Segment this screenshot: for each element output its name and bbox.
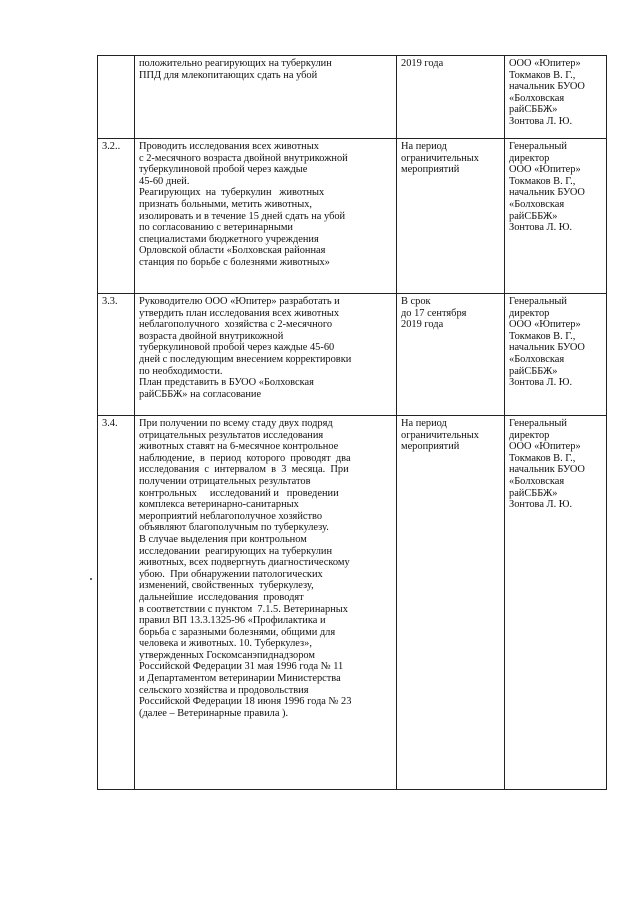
table-row bbox=[98, 56, 607, 139]
measure-text-line: утвердить план исследования всех животных bbox=[139, 307, 340, 319]
measure-text-line: животных, всех подвергнуть диагностическому bbox=[139, 557, 350, 569]
responsible-text-line: «Болховская bbox=[509, 475, 565, 487]
measure-text-cell bbox=[135, 416, 397, 790]
responsible-text-line: Токмаков В. Г., bbox=[509, 330, 576, 342]
measure-text-cell bbox=[135, 294, 397, 416]
responsible-text-line: райСББЖ» bbox=[509, 210, 558, 222]
responsible-text-line: Генеральный bbox=[509, 141, 567, 152]
responsible-text-line: райСББЖ» bbox=[509, 104, 558, 116]
deadline-text-cell bbox=[397, 294, 505, 416]
deadline-text-line: ограничительных bbox=[401, 152, 479, 164]
measure-text-line: План представить в БУОО «Болховская bbox=[139, 377, 314, 389]
measure-text-line: райСББЖ» на согласование bbox=[139, 388, 262, 400]
measure-text-line: человека и животных. 10. Туберкулез», bbox=[139, 638, 312, 650]
responsible-text-line: начальник БУОО bbox=[509, 81, 585, 93]
measure-text-line: контрольных исследований и проведении bbox=[139, 487, 339, 499]
measure-text-line: ППД для млекопитающих сдать на убой bbox=[139, 69, 318, 81]
measure-text-line: признать больными, метить животных, bbox=[139, 198, 313, 210]
measure-text-line: станция по борьбе с болезнями животных» bbox=[139, 256, 330, 268]
measure-text-line: исследования с интервалом в 3 месяца. При bbox=[139, 464, 349, 476]
measure-text-line: возраста двойной внутрикожной bbox=[139, 330, 284, 342]
measure-text-line: туберкулиновой пробой через каждые bbox=[139, 164, 308, 176]
measure-text-line: по согласованию с ветеринарными bbox=[139, 222, 293, 234]
measure-text-line: В случае выделения при контрольном bbox=[139, 533, 307, 545]
measure-text-line: дней с последующим внесением корректировки bbox=[139, 353, 352, 365]
measure-text-line: сельского хозяйства и продовольствия bbox=[139, 684, 309, 696]
measure-text-cell bbox=[135, 56, 397, 139]
measure-text-line: утвержденных Госкомсанэпиднадзором bbox=[139, 649, 315, 661]
responsible-text-line: директор bbox=[509, 429, 550, 441]
measure-text-line: туберкулиновой пробой через каждые 45-60 bbox=[139, 342, 335, 354]
measure-text-line: исследовании реагирующих на туберкулин bbox=[139, 545, 333, 557]
measure-text-line: Руководителю ООО «Юпитер» разработать и bbox=[139, 296, 340, 307]
measure-text-line: отрицательных результатов исследования bbox=[139, 429, 324, 441]
table-row bbox=[98, 416, 607, 790]
measure-text-line: (далее – Ветеринарные правила ). bbox=[139, 707, 289, 719]
measure-text-line: борьба с заразными болезнями, общими для bbox=[139, 626, 336, 638]
responsible-text-line: ООО «Юпитер» bbox=[509, 441, 581, 453]
measure-text-line: животных ставят на 6-месячное контрольное bbox=[139, 441, 339, 453]
responsible-text-line: ООО «Юпитер» bbox=[509, 319, 581, 331]
responsible-text-line: райСББЖ» bbox=[509, 487, 558, 499]
deadline-text-line: ограничительных bbox=[401, 429, 479, 441]
responsible-text-line: начальник БУОО bbox=[509, 464, 585, 476]
responsible-text-line: Генеральный bbox=[509, 418, 567, 429]
responsible-text-line: директор bbox=[509, 152, 550, 164]
deadline-text-line: На период bbox=[401, 141, 447, 152]
measure-text-line: в соответствии с пунктом 7.1.5. Ветеринарных bbox=[139, 603, 348, 615]
measure-text-line: Российской Федерации 18 июня 1996 года № 23 bbox=[139, 696, 352, 708]
responsible-text-line: Токмаков В. Г., bbox=[509, 175, 576, 187]
scan-speck bbox=[90, 578, 92, 580]
responsible-text-line: райСББЖ» bbox=[509, 365, 558, 377]
measure-text-line: правил ВП 13.3.1325-96 «Профилактика и bbox=[139, 615, 326, 627]
measure-text-line: Орловской области «Болховская районная bbox=[139, 245, 326, 257]
responsible-text-line: «Болховская bbox=[509, 92, 565, 104]
responsible-text-line: Зонтова Л. Ю. bbox=[509, 115, 573, 127]
deadline-text-line: На период bbox=[401, 418, 447, 429]
measure-text-line: убою. При обнаружении патологических bbox=[139, 568, 323, 580]
measure-text-cell bbox=[135, 139, 397, 294]
measure-text-line: 45-60 дней. bbox=[139, 175, 190, 187]
measure-text-line: с 2-месячного возраста двойной внутрикожной bbox=[139, 152, 348, 164]
deadline-text-line: до 17 сентября bbox=[401, 307, 467, 319]
measures-table bbox=[97, 55, 607, 790]
item-number: 3.4. bbox=[98, 416, 135, 790]
responsible-text-line: «Болховская bbox=[509, 198, 565, 210]
measure-text-line: При получении по всему стаду двух подряд bbox=[139, 418, 333, 429]
item-number bbox=[98, 56, 135, 139]
measure-text-line: дальнейшие исследования проводят bbox=[139, 591, 304, 603]
responsible-text-cell bbox=[505, 56, 607, 139]
deadline-text-line: 2019 года bbox=[401, 319, 444, 331]
responsible-text-cell bbox=[505, 416, 607, 790]
responsible-text-line: ООО «Юпитер» bbox=[509, 164, 581, 176]
measure-text-line: Проводить исследования всех животных bbox=[139, 141, 319, 152]
measure-text-line: неблагополучного хозяйства с 2-месячного bbox=[139, 319, 333, 331]
responsible-text-cell bbox=[505, 294, 607, 416]
deadline-text-line: мероприятий bbox=[401, 164, 460, 176]
responsible-text-cell bbox=[505, 139, 607, 294]
responsible-text-line: Зонтова Л. Ю. bbox=[509, 499, 573, 511]
responsible-text-line: начальник БУОО bbox=[509, 342, 585, 354]
measure-text-line: наблюдение, в период которого проводят два bbox=[139, 452, 351, 464]
responsible-text-line: Зонтова Л. Ю. bbox=[509, 222, 573, 234]
deadline-text-line: 2019 года bbox=[401, 58, 444, 69]
measure-text-line: положительно реагирующих на туберкулин bbox=[139, 58, 332, 69]
responsible-text-line: Генеральный bbox=[509, 296, 567, 307]
responsible-text-line: начальник БУОО bbox=[509, 187, 585, 199]
table-row bbox=[98, 294, 607, 416]
deadline-text-cell bbox=[397, 56, 505, 139]
measures-table-body bbox=[98, 56, 607, 790]
table-row bbox=[98, 139, 607, 294]
measure-text-line: Реагирующих на туберкулин животных bbox=[139, 187, 325, 199]
measure-text-line: специалистами бюджетного учреждения bbox=[139, 233, 319, 245]
deadline-text-line: В срок bbox=[401, 296, 431, 307]
measure-text-line: Российской Федерации 31 мая 1996 года № 11 bbox=[139, 661, 344, 673]
responsible-text-line: «Болховская bbox=[509, 353, 565, 365]
measure-text-line: и Департаментом ветеринарии Министерства bbox=[139, 673, 341, 685]
responsible-text-line: Токмаков В. Г., bbox=[509, 452, 576, 464]
deadline-text-cell bbox=[397, 139, 505, 294]
deadline-text-cell bbox=[397, 416, 505, 790]
measure-text-line: изолировать и в течение 15 дней сдать на убой bbox=[139, 210, 346, 222]
measure-text-line: объявляют благополучным по туберкулезу. bbox=[139, 522, 329, 534]
deadline-text-line: мероприятий bbox=[401, 441, 460, 453]
responsible-text-line: директор bbox=[509, 307, 550, 319]
measure-text-line: получении отрицательных результатов bbox=[139, 475, 311, 487]
responsible-text-line: ООО «Юпитер» bbox=[509, 58, 581, 69]
measure-text-line: комплекса ветеринарно-санитарных bbox=[139, 499, 299, 511]
responsible-text-line: Зонтова Л. Ю. bbox=[509, 377, 573, 389]
item-number: 3.2.. bbox=[98, 139, 135, 294]
item-number: 3.3. bbox=[98, 294, 135, 416]
responsible-text-line: Токмаков В. Г., bbox=[509, 69, 576, 81]
measure-text-line: изменений, свойственных туберкулезу, bbox=[139, 580, 314, 592]
measure-text-line: по необходимости. bbox=[139, 365, 223, 377]
measure-text-line: мероприятий неблагополучное хозяйство bbox=[139, 510, 323, 522]
